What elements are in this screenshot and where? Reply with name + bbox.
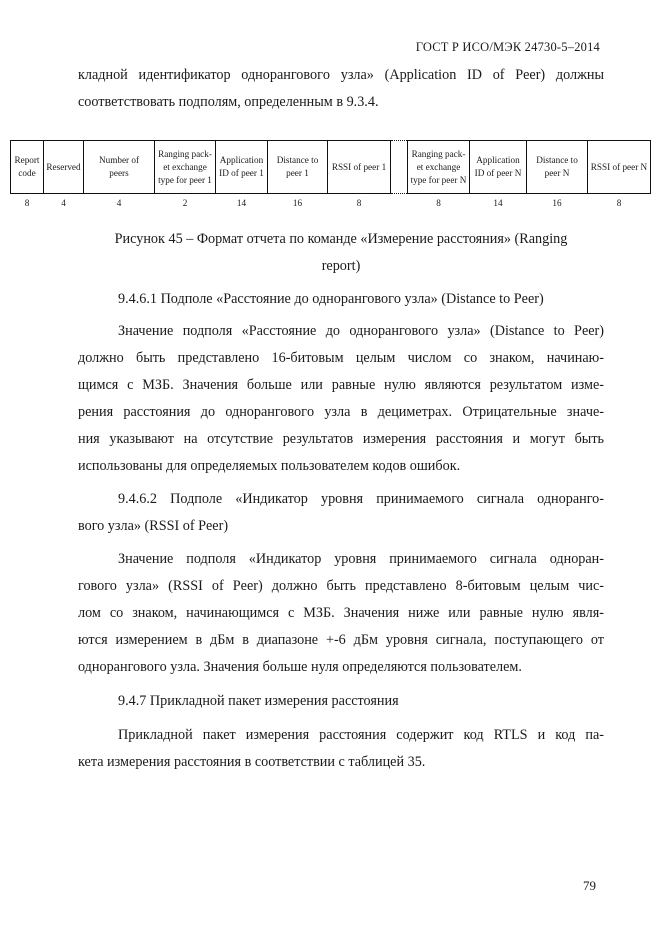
bits-ranging-packet-type-peer-n: 8 xyxy=(436,198,441,208)
field-cells xyxy=(10,140,651,196)
section-heading-9-4-6-2 xyxy=(78,486,604,540)
section-heading-9-4-6-1 xyxy=(78,286,604,313)
paragraph-ranging-app-packet xyxy=(78,722,604,776)
running-header: ГОСТ Р ИСО/МЭК 24730-5–2014 xyxy=(415,40,600,54)
field-ranging-packet-type-peer-n: Ranging pack- et exchange type for peer N xyxy=(407,140,470,194)
paragraph-line: ются измерением в дБм в диапазоне +-6 дБм уровня сигнала, поступающего от xyxy=(78,632,604,648)
paragraph-line: гового узла» (RSSI of Peer) должно быть представлено 8-битовым целым чис- xyxy=(78,578,604,594)
paragraph-line: лом со знаком, начинающимся с МЗБ. Значения ниже или равные нулю явля- xyxy=(78,605,604,621)
paragraph-line: рения расстояния до одноранговогo узла в дециметрах. Отрицательные значе- xyxy=(78,404,604,420)
field-rssi-peer-1: RSSI of peer 1 xyxy=(327,140,391,194)
page-number: 79 xyxy=(583,878,596,893)
paragraph-line: щимся с МЗБ. Значения больше или равные нулю являются результатом изме- xyxy=(78,377,604,393)
field-ellipsis-gap xyxy=(391,140,407,194)
paragraph-line: одноранговогo узла. Значения больше нуля определяются пользователем. xyxy=(78,659,522,675)
figure-caption xyxy=(78,226,604,280)
paragraph-rssi-of-peer xyxy=(78,546,604,681)
heading-line: вого узла» (RSSI of Peer) xyxy=(78,518,229,534)
paragraph-line: ния указывают на отсутствие результатов измерения расстояния и могут быть xyxy=(78,431,604,447)
bits-application-id-peer-n: 14 xyxy=(493,198,503,208)
field-rssi-peer-n: RSSI of peer N xyxy=(587,140,651,194)
heading-text: 9.4.7 Прикладной пакет измерения расстояния xyxy=(118,693,399,709)
bits-reserved: 4 xyxy=(61,198,66,208)
field-report-code: Report code xyxy=(10,140,44,194)
paragraph-distance-to-peer xyxy=(78,318,604,480)
ellipsis-dots-bottom xyxy=(391,193,407,194)
field-distance-to-peer-1: Distance to peer 1 xyxy=(267,140,328,194)
field-application-id-peer-1: Application ID of peer 1 xyxy=(215,140,268,194)
field-distance-to-peer-n: Distance to peer N xyxy=(526,140,588,194)
intro-line: кладной идентификатор одноранговогo узла» (Application ID of Peer) должны xyxy=(78,67,604,83)
paragraph-line: должно быть представлено 16-битовым целым числом со знаком, начинаю- xyxy=(78,350,604,366)
field-application-id-peer-n: Application ID of peer N xyxy=(469,140,527,194)
caption-line: Рисунок 45 – Формат отчета по команде «Измерение расстояния» (Ranging xyxy=(114,231,568,247)
bits-application-id-peer-1: 14 xyxy=(236,198,247,208)
bits-rssi-peer-n: 8 xyxy=(616,198,622,208)
ellipsis-dots-top xyxy=(391,140,407,141)
heading-line: 9.4.6.2 Подполе «Индикатор уровня принимаемого сигнала одноранго- xyxy=(118,491,604,507)
intro-line: соответствовать подполям, определенным в 9.3.4. xyxy=(78,94,379,110)
bit-widths-row xyxy=(10,196,651,210)
bits-distance-to-peer-n: 16 xyxy=(552,198,562,208)
paragraph-line: Прикладной пакет измерения расстояния содержит код RTLS и код па- xyxy=(118,727,604,743)
field-reserved: Reserved xyxy=(43,140,84,194)
paragraph-line: кета измерения расстояния в соответствии с таблицей 35. xyxy=(78,754,426,770)
caption-line: report) xyxy=(321,258,361,274)
bits-number-of-peers: 4 xyxy=(116,198,122,208)
intro-paragraph xyxy=(78,62,604,116)
section-heading-9-4-7 xyxy=(78,688,604,715)
bits-rssi-peer-1: 8 xyxy=(356,198,362,208)
ranging-report-format-diagram xyxy=(10,140,651,210)
field-ranging-packet-type-peer-1: Ranging pack- et exchange type for peer 1 xyxy=(154,140,216,194)
paragraph-line: Значение подполя «Расстояние до одноранговогo узла» (Distance to Peer) xyxy=(118,323,604,339)
heading-text: 9.4.6.1 Подполе «Расстояние до одноранговогo узла» (Distance to Peer) xyxy=(118,291,544,307)
bits-ranging-packet-type-peer-1: 2 xyxy=(182,198,188,208)
field-number-of-peers: Number of peers xyxy=(83,140,155,194)
bits-distance-to-peer-1: 16 xyxy=(292,198,303,208)
bits-report-code: 8 xyxy=(24,198,30,208)
paragraph-line: использованы для определяемых пользователем кодов ошибок. xyxy=(78,458,461,474)
paragraph-line: Значение подполя «Индикатор уровня принимаемого сигнала одноран- xyxy=(118,551,604,567)
